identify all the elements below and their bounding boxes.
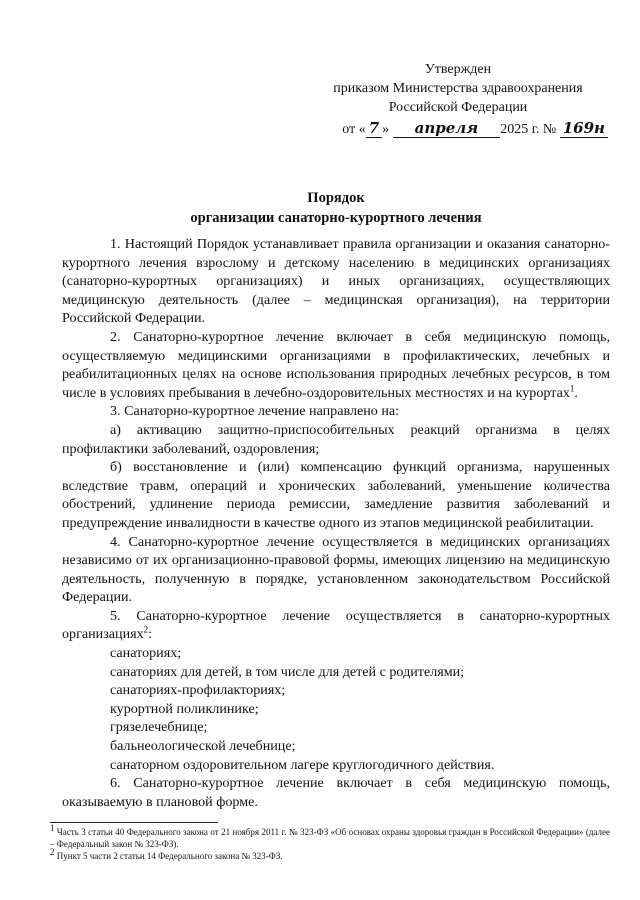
approval-order: приказом Министерства здравоохранения [333, 81, 583, 96]
footnote-1 [50, 823, 610, 850]
paragraph-2-end: . [574, 384, 578, 401]
list-item: санаториях-профилакториях; [110, 682, 286, 699]
list-item: санаторном оздоровительном лагере круглогодичного действия. [110, 756, 495, 773]
approval-date-line [308, 119, 608, 139]
paragraph-2 [62, 328, 610, 402]
footnote-2-text: Пункт 5 части 2 статьи 14 Федерального закона № 323-ФЗ. [54, 851, 283, 861]
date-close-quote: » [382, 122, 390, 137]
list-item: курортной поликлинике; [110, 700, 259, 717]
paragraph-5-end: : [148, 626, 153, 643]
footnote-2-mark: 2 [50, 847, 55, 857]
document-body [62, 235, 610, 811]
paragraph-2-text: 2. Санаторно-курортное лечение включает в себя медицинскую помощь, осуществляемую медицинскими организациями в профилактических, лечебных и реабилитационных целях на основе использования природных лечебных ресурсов, в том числе в условиях пребывания в лечебно-оздоровительных местностях и на курортах [62, 328, 610, 401]
footnote-ref-1: 1 [569, 383, 575, 394]
approval-block [308, 60, 608, 139]
footnote-separator [50, 822, 218, 823]
title-line-1: Порядок [307, 190, 365, 206]
document-title [62, 188, 610, 228]
date-year: 2025 г. № [500, 122, 557, 137]
paragraph-3: 3. Санаторно-курортное лечение направлено на: [110, 403, 400, 420]
footnote-ref-2: 2 [143, 624, 149, 635]
date-prefix: от « [342, 122, 366, 137]
footnote-1-text: Часть 3 статьи 40 Федерального закона от 21 ноября 2011 г. № 323-ФЗ «Об основах охраны здоровья граждан в Российской Федерации» (далее – Федеральный закон № 323-ФЗ). [50, 827, 610, 849]
handwritten-order-number: 169н [560, 119, 608, 138]
paragraph-3b: б) восстановление и (или) компенсацию функций организма, нарушенных вследствие травм, операций и хронических заболеваний, уменьшение количества обострений, удлинение периода ремиссии, замедление развития заболеваний и предупреждение инвалидности в качестве одного из этапов медицинской реабилитации. [62, 459, 610, 531]
handwritten-month: апреля [393, 119, 501, 138]
paragraph-5-text: 5. Санаторно-курортное лечение осуществляется в санаторно-курортных организациях [62, 607, 610, 643]
paragraph-5 [62, 607, 610, 644]
footnote-2 [50, 847, 610, 862]
list-item: грязелечебнице; [110, 719, 208, 736]
paragraph-1: 1. Настоящий Порядок устанавливает правила организации и оказания санаторно-курортного лечения взрослому и детскому населению в медицинских организациях (санаторно-курортных организациях) и иных организациях, осуществляющих медицинскую деятельность (далее – медицинская организация), на территории Российской Федерации. [62, 236, 610, 327]
handwritten-day: 7 [366, 119, 382, 138]
paragraph-4: 4. Санаторно-курортное лечение осуществляется в медицинских организациях независимо от их организационно-правовой формы, имеющих лицензию на медицинскую деятельность, полученную в порядке, установленном законодательством Российской Федерации. [62, 533, 610, 606]
list-item: санаториях для детей, в том числе для детей с родителями; [110, 663, 465, 680]
paragraph-3a: а) активацию защитно-приспособительных реакций организма в целях профилактики заболеваний, оздоровления; [62, 421, 610, 457]
footnotes [50, 823, 610, 862]
footnote-1-mark: 1 [50, 823, 55, 833]
approval-title: Утвержден [424, 62, 492, 77]
list-item: бальнеологической лечебнице; [110, 738, 296, 755]
title-line-2: организации санаторно-курортного лечения [190, 210, 482, 226]
paragraph-6: 6. Санаторно-курортное лечение включает в себя медицинскую помощь, оказываемую в плановой форме. [62, 775, 610, 810]
approval-country: Российской Федерации [388, 100, 528, 115]
list-item: санаториях; [110, 645, 182, 662]
